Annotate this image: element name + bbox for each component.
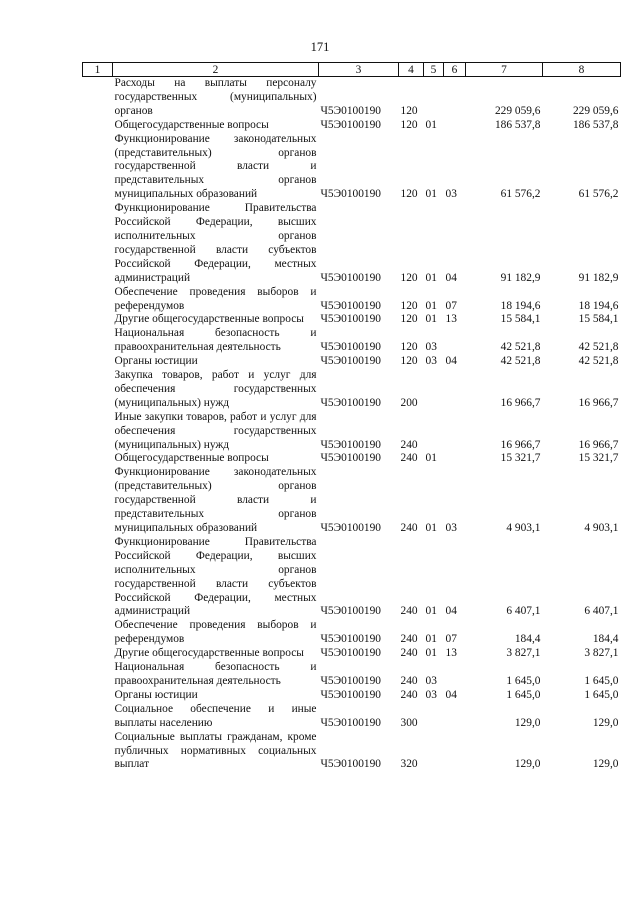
row-amount-2: 15 321,7 [578,452,619,465]
table-row [83,202,621,285]
table-body [83,77,621,773]
row-target-code: Ч5Э0100190 [320,396,381,409]
table-row [83,661,621,689]
row-amount-2: 184,4 [592,633,619,646]
row-subsection: 07 [445,633,457,646]
table-row [83,689,621,703]
row-number [83,466,113,536]
row-name [113,119,319,133]
row-name [113,703,319,731]
header-col-8: 8 [543,63,621,77]
row-amount-1: 6 407,1 [506,605,541,618]
row-amount-1: 16 966,7 [500,396,541,409]
row-amount-2: 42 521,8 [578,341,619,354]
row-subsection: 04 [445,271,457,284]
row-amount-1: 1 645,0 [506,674,541,687]
row-amount-1: 15 584,1 [500,313,541,326]
row-name [113,202,319,285]
row-section [424,411,444,453]
row-amount-1: 42 521,8 [500,355,541,368]
row-number [83,536,113,619]
row-number [83,355,113,369]
header-row [83,63,621,77]
row-number [83,731,113,773]
row-amount-1: 129,0 [514,716,541,729]
row-subsection: 03 [445,522,457,534]
row-amount-2: 129,0 [592,758,619,771]
row-target-code: Ч5Э0100190 [320,299,381,312]
table-row [83,77,621,119]
row-amount-1: 61 576,2 [500,188,541,201]
row-number [83,119,113,133]
row-section: 03 [425,688,437,701]
row-expense-type: 320 [400,758,418,771]
row-expense-type: 300 [400,716,418,729]
header-col-1: 1 [83,63,113,77]
row-subsection [444,369,466,411]
row-number [83,703,113,731]
header-col-4: 4 [399,63,424,77]
row-number [83,689,113,703]
row-section: 01 [425,188,437,201]
row-amount-2: 229 059,6 [572,104,619,117]
table-row [83,619,621,647]
row-name-text: Национальная безопасность и правоохранительная деятельность [114,327,317,354]
table-row [83,647,621,661]
row-section: 01 [425,522,437,534]
table-row [83,411,621,453]
row-section: 03 [425,674,437,687]
row-expense-type: 240 [400,674,418,687]
row-name [113,411,319,453]
row-section: 03 [425,341,437,354]
row-number [83,452,113,466]
row-section [424,703,444,731]
row-name-text: Функционирование законодательных (представительных) органов государственной власти и представительных органов муниципальных образований [114,466,317,534]
row-name [113,452,319,466]
row-target-code: Ч5Э0100190 [320,647,381,660]
row-name-text: Функционирование Правительства Российской Федерации, высших исполнительных органов государственной власти субъектов Российской Федерации, местных администраций [114,535,317,618]
row-section: 01 [425,452,437,465]
row-name [113,77,319,119]
row-name [113,536,319,619]
row-amount-2: 6 407,1 [584,605,619,618]
row-subsection [444,731,466,773]
row-section: 01 [425,633,437,646]
table-row [83,286,621,314]
table-row [83,119,621,133]
header-col-6: 6 [444,63,466,77]
header-col-5: 5 [424,63,444,77]
row-amount-2: 91 182,9 [578,271,619,284]
row-name-text: Закупка товаров, работ и услуг для обеспечения государственных (муниципальных) нужд [114,369,317,409]
row-section: 01 [425,313,437,326]
row-subsection [444,661,466,689]
table-row [83,731,621,773]
row-expense-type: 120 [400,355,418,368]
row-target-code: Ч5Э0100190 [320,313,381,326]
row-expense-type: 120 [400,188,418,201]
row-name [113,286,319,314]
header-col-3: 3 [319,63,399,77]
row-subsection: 04 [445,605,457,618]
row-amount-2: 1 645,0 [584,688,619,701]
row-expense-type: 240 [400,452,418,465]
row-target-code: Ч5Э0100190 [320,341,381,354]
row-amount-2: 15 584,1 [578,313,619,326]
table-header [83,63,621,77]
row-name-text: Обеспечение проведения выборов и референдумов [114,285,317,312]
row-amount-1: 184,4 [514,633,541,646]
row-target-code: Ч5Э0100190 [320,633,381,646]
row-name [113,731,319,773]
row-target-code: Ч5Э0100190 [320,271,381,284]
row-subsection [444,452,466,466]
row-number [83,411,113,453]
row-expense-type: 240 [400,688,418,701]
row-amount-2: 61 576,2 [578,188,619,201]
row-number [83,619,113,647]
row-name-text: Органы юстиции [114,688,198,701]
row-section: 01 [425,647,437,660]
row-amount-2: 42 521,8 [578,355,619,368]
row-name-text: Социальные выплаты гражданам, кроме публичных нормативных социальных выплат [114,730,317,771]
row-number [83,313,113,327]
table-row [83,313,621,327]
row-amount-2: 4 903,1 [584,522,619,534]
row-target-code: Ч5Э0100190 [320,118,381,131]
header-col-7: 7 [466,63,543,77]
row-number [83,77,113,119]
row-subsection [444,411,466,453]
row-name [113,327,319,355]
row-name-text: Общегосударственные вопросы [114,118,269,131]
row-name [113,313,319,327]
row-target-code: Ч5Э0100190 [320,104,381,117]
row-number [83,647,113,661]
row-expense-type: 120 [400,313,418,326]
row-amount-2: 16 966,7 [578,438,619,451]
row-target-code: Ч5Э0100190 [320,716,381,729]
row-name-text: Обеспечение проведения выборов и референдумов [114,619,317,646]
row-subsection: 13 [445,313,457,326]
row-expense-type: 120 [400,271,418,284]
row-amount-2: 129,0 [592,716,619,729]
table-row [83,355,621,369]
row-amount-2: 1 645,0 [584,674,619,687]
row-section: 03 [425,355,437,368]
row-amount-2: 186 537,8 [572,118,619,131]
row-expense-type: 120 [400,118,418,131]
row-subsection [444,119,466,133]
table-row [83,703,621,731]
table-row [83,327,621,355]
row-expense-type: 120 [400,341,418,354]
row-number [83,202,113,285]
row-section: 01 [425,299,437,312]
row-name-text: Национальная безопасность и правоохранительная деятельность [114,661,317,687]
row-number [83,369,113,411]
row-name [113,619,319,647]
row-name-text: Иные закупки товаров, работ и услуг для обеспечения государственных (муниципальных) нужд [114,410,317,451]
row-number [83,133,113,203]
row-section: 01 [425,605,437,618]
row-name [113,647,319,661]
row-subsection: 03 [445,188,457,201]
row-amount-1: 1 645,0 [506,688,541,701]
budget-table [82,62,621,772]
row-target-code: Ч5Э0100190 [320,605,381,618]
row-amount-2: 3 827,1 [584,647,619,660]
row-target-code: Ч5Э0100190 [320,188,381,201]
row-amount-1: 4 903,1 [506,522,541,534]
row-name [113,133,319,203]
row-name [113,355,319,369]
row-name [113,466,319,536]
row-subsection: 07 [445,299,457,312]
row-expense-type: 240 [400,438,418,451]
row-expense-type: 240 [400,647,418,660]
row-name-text: Расходы на выплаты персоналу государственных (муниципальных) органов [114,77,317,117]
row-target-code: Ч5Э0100190 [320,438,381,451]
row-expense-type: 240 [400,522,418,534]
row-amount-1: 16 966,7 [500,438,541,451]
page-number: 171 [310,40,330,54]
row-amount-1: 3 827,1 [506,647,541,660]
row-name-text: Общегосударственные вопросы [114,452,269,465]
row-name-text: Органы юстиции [114,355,198,368]
row-subsection: 04 [445,355,457,368]
row-subsection: 04 [445,688,457,701]
row-subsection [444,77,466,119]
row-name-text: Социальное обеспечение и иные выплаты населению [114,702,317,729]
row-name [113,369,319,411]
row-section [424,369,444,411]
row-amount-2: 18 194,6 [578,299,619,312]
row-amount-1: 42 521,8 [500,341,541,354]
row-amount-1: 91 182,9 [500,271,541,284]
row-amount-1: 186 537,8 [494,118,541,131]
row-name-text: Функционирование Правительства Российской Федерации, высших исполнительных органов государственной власти субъектов Российской Федерации, местных администраций [114,202,317,284]
row-amount-1: 15 321,7 [500,452,541,465]
row-target-code: Ч5Э0100190 [320,758,381,771]
row-subsection: 13 [445,647,457,660]
row-section: 01 [425,118,437,131]
table-row [83,452,621,466]
row-amount-1: 129,0 [514,758,541,771]
table-row [83,369,621,411]
row-number [83,286,113,314]
row-section: 01 [425,271,437,284]
row-target-code: Ч5Э0100190 [320,674,381,687]
table-row [83,536,621,619]
row-amount-2: 16 966,7 [578,396,619,409]
row-target-code: Ч5Э0100190 [320,355,381,368]
row-subsection [444,327,466,355]
row-amount-1: 18 194,6 [500,299,541,312]
row-target-code: Ч5Э0100190 [320,522,381,534]
row-number [83,661,113,689]
table-row [83,466,621,536]
table-row [83,133,621,203]
row-name [113,689,319,703]
row-name-text: Функционирование законодательных (представительных) органов государственной власти и представительных органов муниципальных образований [114,132,317,201]
row-expense-type: 200 [400,396,418,409]
row-section [424,77,444,119]
row-number [83,327,113,355]
row-amount-1: 229 059,6 [494,104,541,117]
row-name-text: Другие общегосударственные вопросы [114,313,304,326]
row-name-text: Другие общегосударственные вопросы [114,647,304,660]
row-target-code: Ч5Э0100190 [320,452,381,465]
header-col-2: 2 [113,63,319,77]
row-name [113,661,319,689]
row-expense-type: 240 [400,633,418,646]
row-expense-type: 240 [400,605,418,618]
row-section [424,731,444,773]
row-expense-type: 120 [400,104,418,117]
row-subsection [444,703,466,731]
row-target-code: Ч5Э0100190 [320,688,381,701]
row-expense-type: 120 [400,299,418,312]
